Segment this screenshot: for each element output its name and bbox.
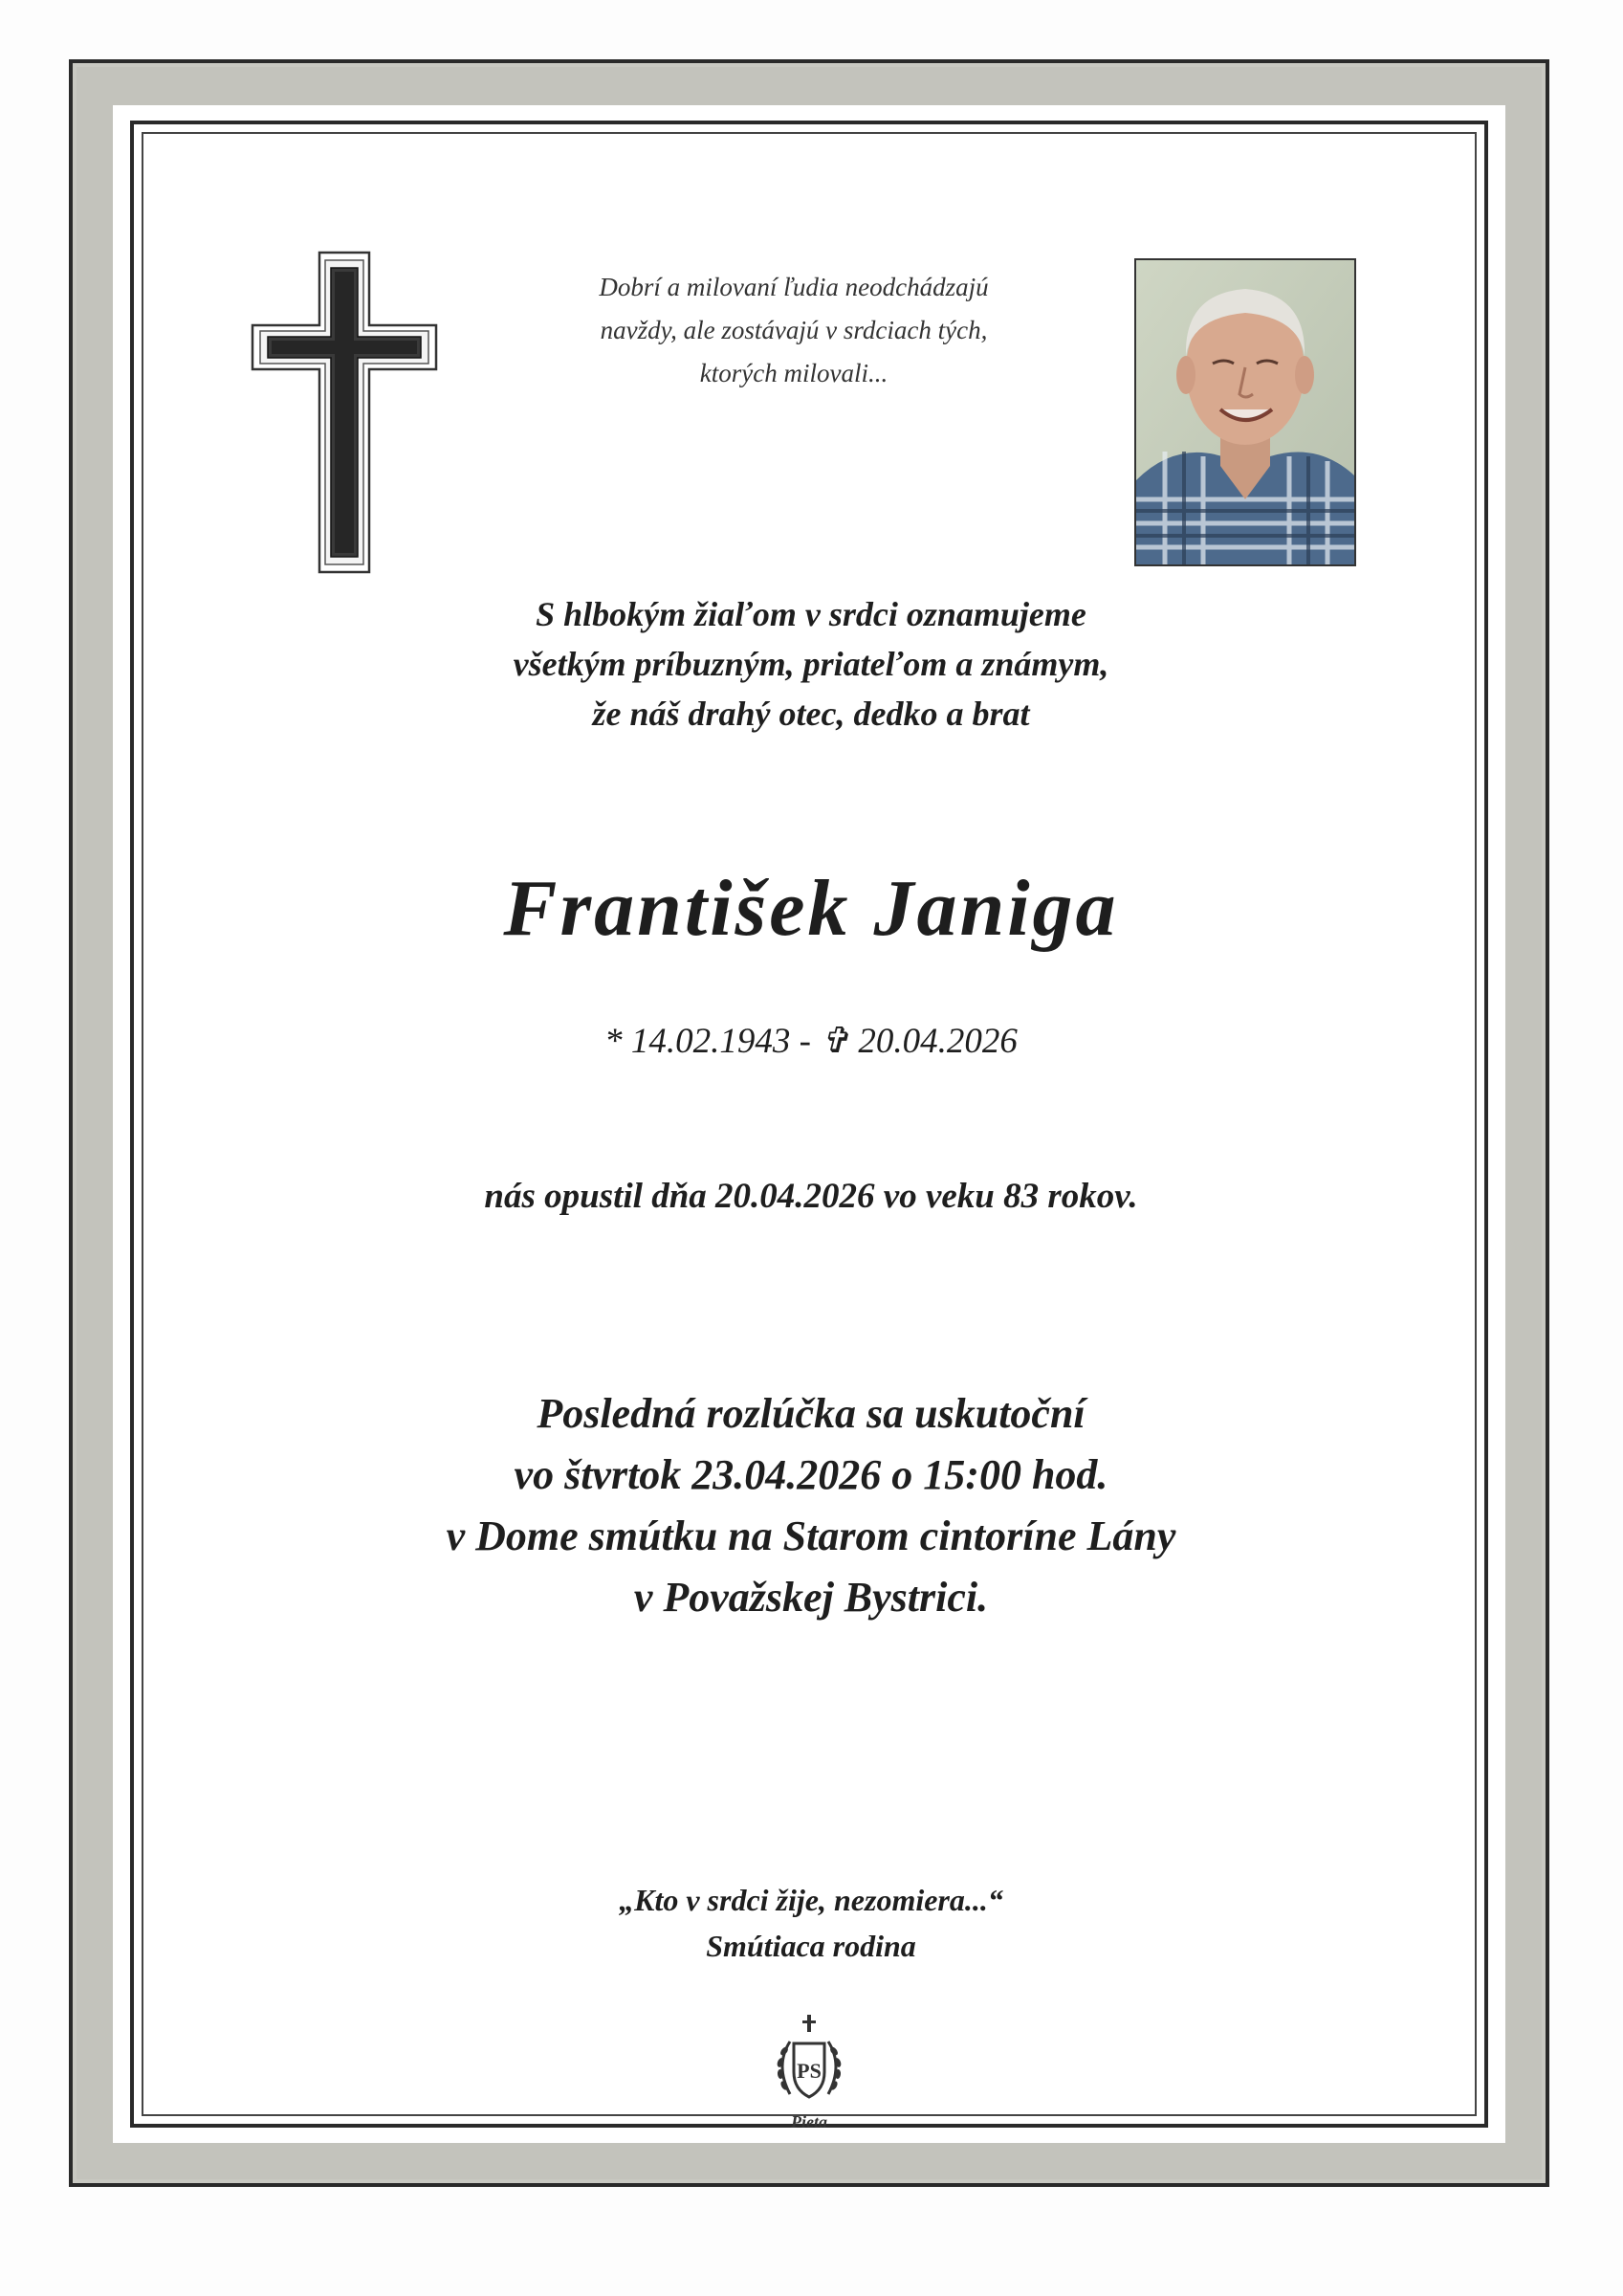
life-dates [153,1018,1469,1066]
motto-quote: „Kto v srdci žije, nezomiera...“ [619,1883,1003,1917]
funeral-line: vo štvrtok 23.04.2026 o 15:00 hod. [514,1451,1108,1498]
funeral-line: v Považskej Bystrici. [633,1574,989,1621]
passed-away-line: nás opustil dňa 20.04.2026 vo veku 83 rokov. [484,1177,1138,1216]
opening-quote [497,266,1090,395]
birth-symbol: * [604,1022,623,1061]
portrait-photo [1134,258,1356,566]
deceased-name: František Janiga [503,864,1119,953]
funeral-line: v Dome smútku na Starom cintoríne Lány [446,1512,1176,1559]
announcement-line: S hlbokým žiaľom v srdci oznamujeme [536,595,1086,633]
family-signature: Smútiaca rodina [706,1929,916,1963]
logo-monogram: PS [797,2059,822,2083]
death-cross-icon: ✞ [820,1022,850,1061]
funeral-line: Posledná rozlúčka sa uskutoční [537,1390,1086,1437]
birth-date: 14.02.1943 [630,1022,791,1061]
quote-line: ktorých milovali... [699,359,888,387]
date-separator: - [799,1022,811,1061]
latin-cross-icon [251,251,438,574]
closing-motto [153,1877,1469,1969]
announcement-line: že náš drahý otec, dedko a brat [592,695,1030,733]
death-date: 20.04.2026 [858,1022,1018,1061]
announcement-line: všetkým príbuzným, priateľom a známym, [513,645,1109,683]
funeral-details [153,1383,1469,1628]
quote-line: navždy, ale zostávajú v srdciach tých, [600,316,988,344]
quote-line: Dobrí a milovaní ľudia neodchádzajú [599,273,989,301]
brand-name: Pieta [791,2112,827,2131]
announcement-text [153,589,1469,739]
